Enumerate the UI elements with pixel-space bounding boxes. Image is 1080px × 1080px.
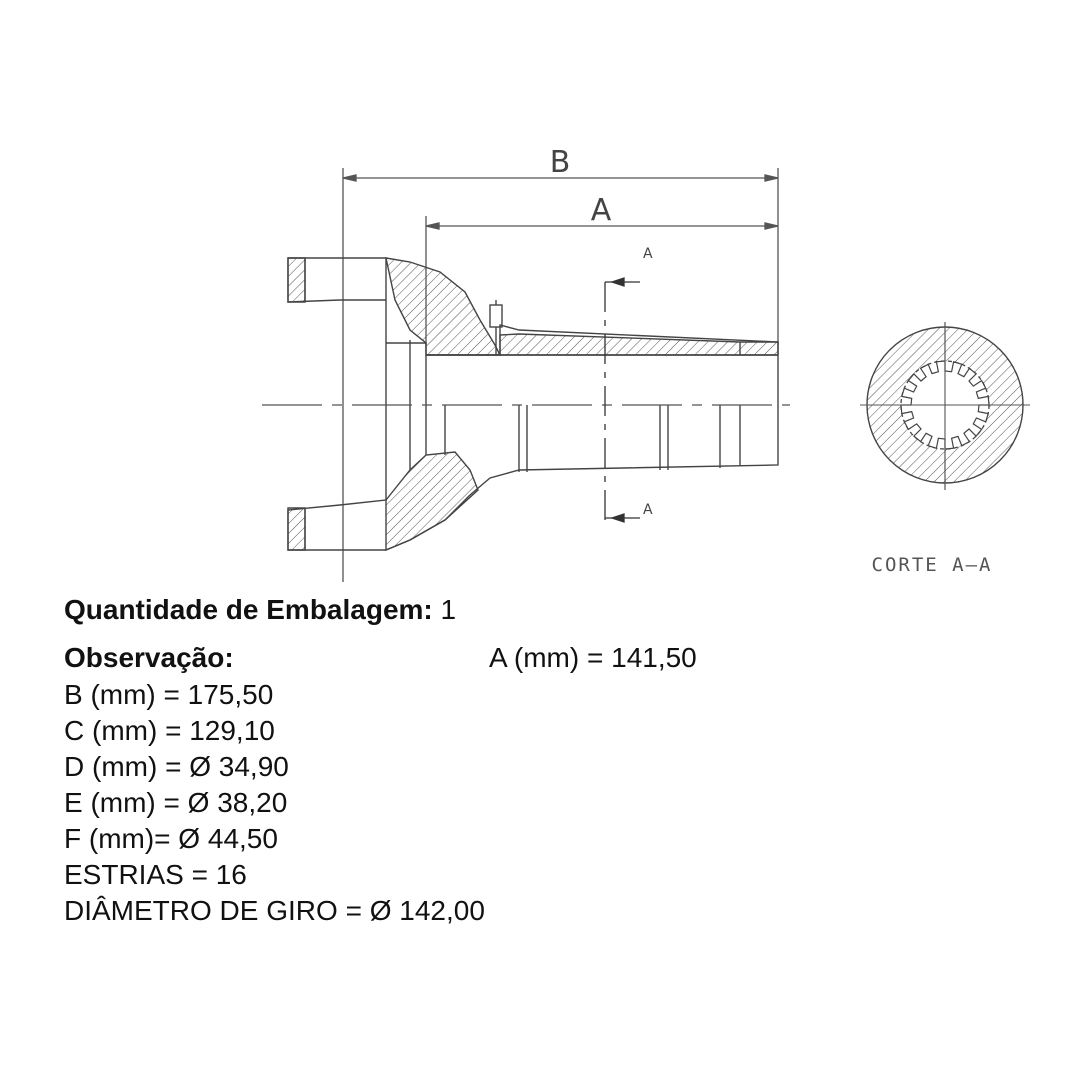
yoke-outline bbox=[288, 258, 778, 550]
dimension-a-label: A bbox=[590, 193, 612, 228]
spec-line-d: D (mm) = Ø 34,90 bbox=[64, 751, 289, 782]
spec-line-f: F (mm)= Ø 44,50 bbox=[64, 823, 278, 854]
observation-value: A (mm) = 141,50 bbox=[489, 642, 697, 673]
spec-line-splines: ESTRIAS = 16 bbox=[64, 859, 247, 890]
section-marker-bottom: A bbox=[643, 502, 653, 518]
spec-line-c: C (mm) = 129,10 bbox=[64, 715, 275, 746]
spec-line-b: B (mm) = 175,50 bbox=[64, 679, 274, 710]
packaging-row bbox=[64, 596, 456, 624]
packaging-label: Quantidade de Embalagem: bbox=[64, 594, 433, 625]
dimension-b-label: B bbox=[549, 145, 571, 180]
section-caption: CORTE A–A bbox=[871, 554, 993, 576]
observation-label-row bbox=[64, 644, 234, 672]
spec-line-e: E (mm) = Ø 38,20 bbox=[64, 787, 288, 818]
spec-line-swing-diameter: DIÂMETRO DE GIRO = Ø 142,00 bbox=[64, 895, 485, 926]
observation-value-row bbox=[489, 644, 697, 672]
section-line bbox=[605, 278, 640, 522]
section-marker-top: A bbox=[643, 246, 653, 262]
packaging-value: 1 bbox=[440, 594, 457, 625]
observation-label: Observação: bbox=[64, 642, 234, 673]
